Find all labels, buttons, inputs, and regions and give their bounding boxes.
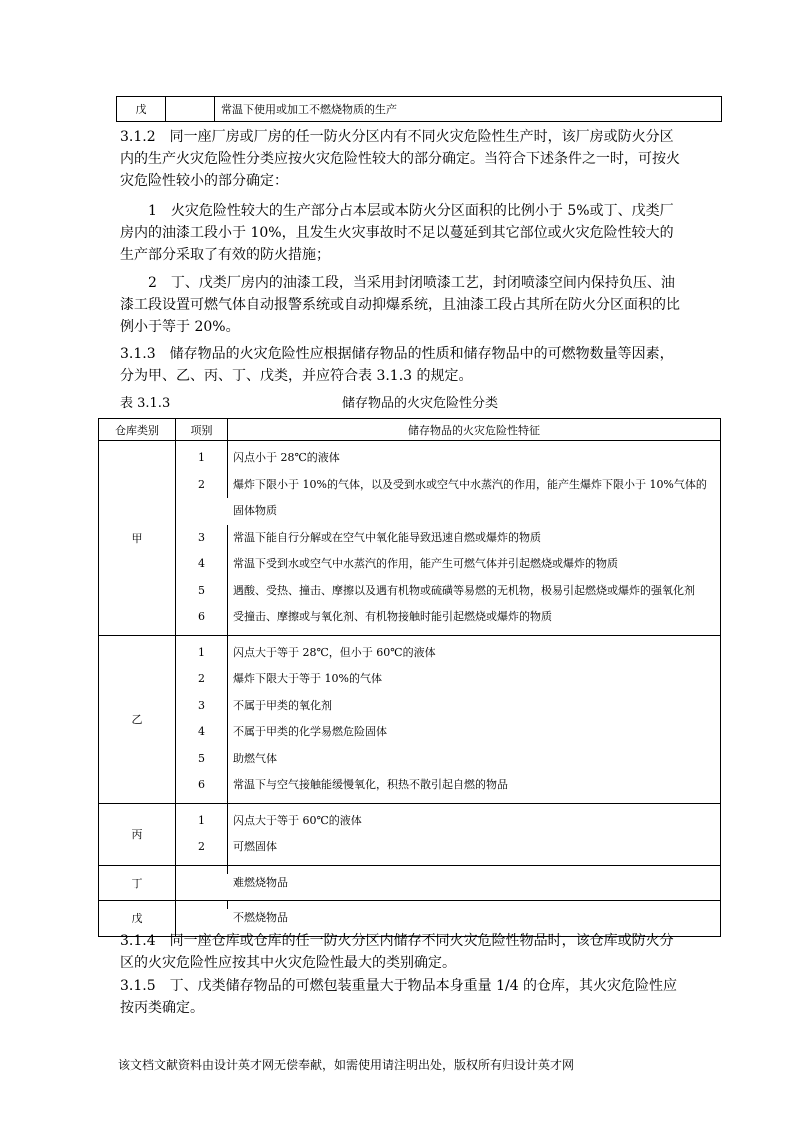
table-item-row <box>176 772 720 803</box>
item-text: 爆炸下限小于 10%的气体，以及受到水或空气中水蒸汽的作用，能产生爆炸下限小于 10%气体的固体物质 <box>233 477 707 517</box>
item-text: 可燃固体 <box>233 840 277 853</box>
item-text: 不属于甲类的化学易燃危险固体 <box>233 725 387 738</box>
table-item-row <box>176 719 720 746</box>
item-number: 4 <box>176 719 228 746</box>
table-caption <box>120 392 720 412</box>
table-group-row <box>99 635 721 803</box>
item-number <box>176 901 228 909</box>
category-cell: 丁 <box>99 865 176 901</box>
header-category: 仓库类别 <box>99 419 176 441</box>
item-text: 受撞击、摩擦或与氧化剂、有机物接触时能引起燃烧或爆炸的物质 <box>233 610 552 623</box>
table-group-row <box>99 441 721 636</box>
category-cell: 戊 <box>117 97 166 122</box>
item-text: 常温下能自行分解或在空气中氧化能导致迅速自燃或爆炸的物质 <box>233 530 541 544</box>
item-number: 1 <box>176 441 228 472</box>
item-text: 闪点大于等于 28℃，但小于 60℃的液体 <box>233 645 436 659</box>
item-text: 难燃烧物品 <box>233 875 288 889</box>
table-group-row <box>99 865 721 901</box>
item-number: 6 <box>176 772 228 803</box>
footer-note: 该文档文献资料由设计英才网无偿奉献，如需使用请注明出处，版权所有归设计英才网 <box>118 1058 575 1072</box>
header-feature: 储存物品的火灾危险性特征 <box>228 419 721 441</box>
table-item-row <box>176 746 720 773</box>
item-number: 2 <box>176 834 228 865</box>
table-item-row <box>176 604 720 635</box>
table-item-row <box>176 804 720 835</box>
table-item-row <box>176 866 720 901</box>
clause-3-1-3: 3.1.3 储存物品的火灾危险性应根据储存物品的性质和储存物品中的可燃物数量等因素，分为甲、乙、丙、丁、戊类，并应符合表 3.1.3 的规定。 <box>120 346 674 384</box>
table-item-row <box>176 693 720 720</box>
item-number: 2 <box>176 472 228 499</box>
item-number: 5 <box>176 746 228 773</box>
items-cell <box>176 635 721 803</box>
clause-3-1-5: 3.1.5 丁、戊类储存物品的可燃包装重量大于物品本身重量 1/4 的仓库，其火灾危险性应按丙类确定。 <box>120 978 678 1016</box>
clause-3-1-4: 3.1.4 同一座仓库或仓库的任一防火分区内储存不同火灾危险性物品时，该仓库或防火分区的火灾危险性应按其中火灾危险性最大的类别确定。 <box>120 933 674 971</box>
item-cell <box>166 97 215 122</box>
category-cell: 乙 <box>99 635 176 803</box>
item-number: 1 <box>176 804 228 835</box>
table-item-row <box>176 551 720 578</box>
items-cell <box>176 441 721 636</box>
table-title: 储存物品的火灾危险性分类 <box>341 396 498 411</box>
clause-3-1-2-item-1: 1 火灾危险性较大的生产部分占本层或本防火分区面积的比例小于 5%或丁、戊类厂房内的油漆工段小于 10%，且发生火灾事故时不足以蔓延到其它部位或火灾危险性较大的生产部分采取了有效的防火措施； <box>120 203 674 263</box>
description-cell: 常温下使用或加工不燃烧物质的生产 <box>215 97 722 122</box>
item-text: 遇酸、受热、撞击、摩擦以及遇有机物或硫磺等易燃的无机物，极易引起燃烧或爆炸的强氧化剂 <box>233 583 695 597</box>
item-text: 不燃烧物品 <box>233 911 288 924</box>
item-text: 爆炸下限大于等于 10%的气体 <box>233 672 382 685</box>
table-item-row <box>176 834 720 865</box>
table-item-row <box>176 525 720 552</box>
table-group-row <box>99 803 721 865</box>
category-cell: 丙 <box>99 803 176 865</box>
item-text: 不属于甲类的氧化剂 <box>233 698 332 712</box>
clause-3-1-2-item-2: 2 丁、戊类厂房内的油漆工段，当采用封闭喷漆工艺，封闭喷漆空间内保持负压、油漆工段设置可燃气体自动报警系统或自动抑爆系统，且油漆工段占其所在防火分区面积的比例小于等于 20%。 <box>120 275 680 335</box>
continued-table-row <box>116 96 722 122</box>
header-item: 项别 <box>176 419 228 441</box>
item-number: 2 <box>176 666 228 693</box>
item-text: 助燃气体 <box>233 751 277 765</box>
table-item-row <box>176 636 720 667</box>
item-number: 6 <box>176 604 228 635</box>
table-number: 表 3.1.3 <box>120 396 171 411</box>
item-text: 常温下与空气接触能缓慢氧化，积热不散引起自燃的物品 <box>233 778 508 791</box>
table-header-row <box>99 419 721 441</box>
hazard-classification-table <box>98 418 721 937</box>
table-item-row <box>176 472 720 525</box>
item-number: 3 <box>176 693 228 720</box>
item-text: 闪点小于 28℃的液体 <box>233 451 340 464</box>
table-item-row <box>176 666 720 693</box>
category-cell: 甲 <box>99 441 176 636</box>
item-number <box>176 866 228 874</box>
item-number: 5 <box>176 578 228 605</box>
clause-3-1-2: 3.1.2 同一座厂房或厂房的任一防火分区内有不同火灾危险性生产时，该厂房或防火分区内的生产火灾危险性分类应按火灾危险性较大的部分确定。当符合下述条件之一时，可按火灾危险性较小的部分确定： <box>120 129 680 189</box>
category-cell: 戊 <box>99 901 176 937</box>
item-number: 1 <box>176 636 228 667</box>
items-cell <box>176 803 721 865</box>
table-item-row <box>176 441 720 472</box>
table-item-row <box>176 578 720 605</box>
item-number: 4 <box>176 551 228 578</box>
items-cell <box>176 865 721 901</box>
item-number: 3 <box>176 525 228 552</box>
item-text: 闪点大于等于 60℃的液体 <box>233 813 362 827</box>
item-text: 常温下受到水或空气中水蒸汽的作用，能产生可燃气体并引起燃烧或爆炸的物质 <box>233 557 618 570</box>
